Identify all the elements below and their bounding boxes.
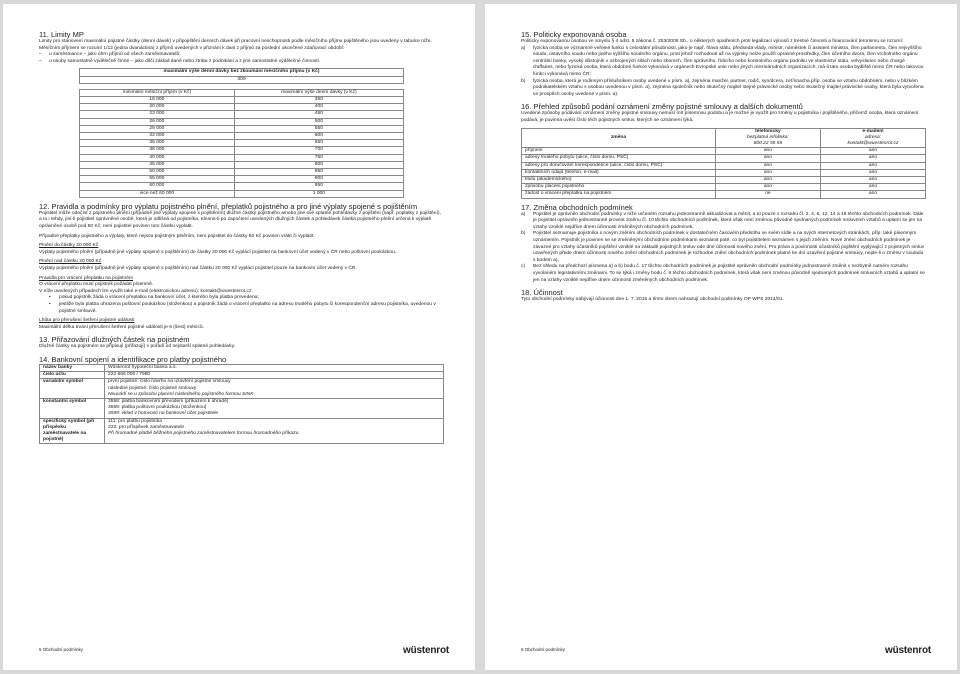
- change-table-row: [522, 155, 926, 162]
- limits-table-row: [80, 118, 404, 125]
- change-table-row: [522, 184, 926, 191]
- s12-u1: Plnění do částky 20 000 Kč: [39, 243, 99, 249]
- s12-p6: V níže uvedených případech lze využít také e-mail (elektronickou adresu): kontakt@wuestenrot.cz:: [39, 288, 253, 294]
- section-16-title: 16. Přehled způsobů podání oznámení změny pojistné smlouvy a dalších dokumentů: [521, 102, 803, 112]
- change-table-row: [522, 191, 926, 198]
- limits-income-cell: více než 60 000: [80, 190, 235, 197]
- s17-item-a: a) Pojistitel je oprávněn obchodní podmínky v níže určeném rozsahu jednostranně aktualizovat a měnit, a to pouze v rozsahu čl. 2, 4, 6, 12, 14 a 16 těchto obchodních podmínek. Dále je pojistitel oprávněn jednostranně provést změnu čl. 10 těchto obchodních podmínek, která však není změnou původně sjednaných podmínek smluvních vztahů a uplatní se jen na vztahy vzniklé nejdříve dnem účinnosti změněných obchodních podmínek.: [521, 211, 924, 230]
- s17-item-b: b) Pojistitel seznamuje pojistníka s novým zněním obchodních podmínek v dostatečném časovém předstihu ve svém sídle a na svých internetových stránkách, příp. také písemným oznámením. Pojistník je povinen se se změněnými obchodními podmínkami seznámit poté, co byl pojistitelem seznámen s jejich zněním. Nové znění obchodních podmínek je závazné pro vztahy účastníků pojištění vzniklé na základě pojistných smluv ode dne účinnosti nového znění. Pro práva a povinnosti účastníků pojištění vyplývající z pojistných smluv uzavřených přede dnem účinnosti nového znění obchodních podmínek je rozhodné znění obchodních podmínek platné ke dni uzavření pojistné smlouvy, nejde-li o změnu v souladu s bodem a).: [521, 231, 925, 263]
- s15-p1: Politicky exponovanou osobou ve smyslu § 4 odst. 5 zákona č. 253/2008 Sb., o některých opatřeních proti legalizaci výnosů z trestné činnosti a financování terorismu se rozumí:: [521, 39, 904, 44]
- limits-benefit-cell: 500: [234, 118, 403, 125]
- bank-table-value-line: 3559: platba poštovní poukázkou (složenkou): [108, 405, 207, 411]
- bank-table-row: [40, 418, 444, 444]
- s12-u2: Plnění nad částku 20 000 Kč: [39, 259, 102, 265]
- bank-table: [39, 364, 444, 444]
- limits-income-cell: 29 000: [80, 125, 235, 132]
- bank-table-value-line: 222: pro příspěvek zaměstnavatele: [108, 424, 185, 430]
- limits-col-income: minimální měsíční příjem (v Kč): [80, 89, 235, 96]
- bank-table-row: [40, 398, 444, 418]
- limits-header-table: [79, 68, 404, 83]
- limits-income-cell: 45 000: [80, 161, 235, 168]
- bank-table-row: [40, 379, 444, 399]
- limits-benefit-cell: 550: [234, 125, 403, 132]
- change-table: [521, 128, 926, 199]
- limits-benefit-cell: 650: [234, 140, 403, 147]
- limits-table-row: [80, 190, 404, 197]
- s12-p1: Pojistitel může odečíst z pojistného plnění (případně jiné výplaty spojené s pojištěním) dlužné částky pojistného a/nebo jiné své splatné pohledávky z pojištění (např. poplatky z pojištění), a to i tehdy, jiní-li pojistitel oprávněné osobě, která je odlišná od pojistníka. Klesne-li po započtení uvedených dlužných částek a pohledávek částka pojistného plnění určená k výplatě oprávněné osobě pod 50 Kč, není pojistitel povinen tuto částku vyplatit.: [39, 210, 441, 230]
- s15-item-a: a) fyzická osoba ve významné veřejné funkci s celostátní působností, jako je např. hlava státu, předseda vlády, ministr, náměstek či asistent ministra, člen parlamentu, člen nejvyššího soudu, ústavního soudu nebo jiného vyššího soudního orgánu, proti jehož rozhodnutí až na výjimky nelze použít opravné prostředky, člen účetního dvora, člen vrcholného orgánu centrální banky, vysoký důstojník v ozbrojených silách nebo sborech, člen správního, řídicího nebo kontrolního orgánu podniku ve vlastnictví státu, velvyslanec nebo chargé d'affaires, nebo fyzická osoba, která obdobné funkce vykonává v orgánech Evropské unie nebo jiných mezinárodních organizacích, má-li tato osoba bydliště mimo ČR nebo takovou funkci vykonává mimo ČR;: [521, 45, 924, 77]
- s12-p4: Výplaty pojistného plnění (případně jiné výplaty spojené s pojištěním) nad částku 20 000 Kč vyplácí pojistitel pouze na bankovní účet vedený v ČR.: [39, 265, 357, 271]
- s12-bullet-2: • jestliže byla platba uhrazena poštovní poukázkou (složenkou) a pojistník žádá o vrácení přeplatku na adresu trvalého pobytu či korespondenční adresu pojistníka, uvedenou v pojistné smlouvě.: [49, 301, 436, 314]
- s11-dash-1: – u zaměstnance – jako úhrn příjmů od všech zaměstnavatelů;: [39, 52, 181, 58]
- change-col-change: změna: [522, 128, 716, 148]
- s18-p1: Tyto obchodní podmínky nabývají účinnosti dne 1. 7. 2015 a tímto dnem nahrazují obchodní podmínky OP WPS 2014/01.: [521, 297, 784, 303]
- bank-table-key: číslo účtu: [40, 372, 105, 379]
- limits-income-cell: 38 000: [80, 147, 235, 154]
- bank-table-value: [105, 418, 444, 444]
- limits-income-cell: 55 000: [80, 176, 235, 183]
- limits-income-cell: 15 000: [80, 96, 235, 103]
- s12-p5: O vrácení přeplatku musí pojistník požádat písemně.: [39, 282, 154, 288]
- limits-table-row: [80, 125, 404, 132]
- bank-table-key: specifický symbol (při příspěvku zaměstnavatele na pojistné): [40, 418, 105, 444]
- bank-table-value: [105, 398, 444, 418]
- page-left: [3, 4, 475, 670]
- limits-benefit-cell: 450: [234, 111, 403, 118]
- limits-benefit-cell: 700: [234, 147, 403, 154]
- section-12-title: 12. Pravidla a podmínky pro výplatu pojistného plnění, přeplatků pojistného a pro jiné výplaty spojené s pojištěním: [39, 201, 418, 211]
- s13-p1: Dlužné částky na pojistném se připisují (přiřazují) v pořadí od nejstarší splatné pohledávky.: [39, 344, 236, 350]
- change-phone-cell: ano: [715, 155, 820, 162]
- bank-table-key: název banky: [40, 364, 105, 371]
- limits-table-row: [80, 169, 404, 176]
- s12-u4: Lhůta pro přerušení šetření pojistné události: [39, 318, 135, 324]
- limits-income-cell: 60 000: [80, 183, 235, 190]
- limits-table-row: [80, 176, 404, 183]
- change-phone-cell: ano: [715, 148, 820, 155]
- s12-p7: Maximální délka trvání přerušení šetření pojistné události je 6 (šest) měsíců.: [39, 324, 204, 330]
- limits-table-row: [80, 140, 404, 147]
- bank-table-key: variabilní symbol: [40, 379, 105, 399]
- change-phone-cell: ne: [715, 191, 820, 198]
- limits-table-row: [80, 96, 404, 103]
- footer-left: 5 Obchodní podmínky: [39, 647, 84, 652]
- change-table-row: [522, 169, 926, 176]
- change-item-cell: žádost o vrácení přeplatku na pojistném: [522, 191, 716, 198]
- s12-p2: Případné přeplatky pojistného a výplaty, které nejsou pojistným plněním, není pojistitel do částky 50 Kč povinen vrátit či vyplatit.: [39, 233, 315, 239]
- change-item-cell: adresy trvalého pobytu (ulice, číslo domu, PSČ): [522, 155, 716, 162]
- limits-income-cell: 50 000: [80, 169, 235, 176]
- limits-benefit-cell: 600: [234, 133, 403, 140]
- section-18-title: 18. Účinnost: [521, 288, 563, 298]
- limits-table-row: [80, 147, 404, 154]
- change-item-cell: adresy pro doručování korespondence (ulice, číslo domu, PSČ): [522, 162, 716, 169]
- bank-table-value-line: Neuvádí se u způsobu placení následného pojistného formou SINK.: [108, 391, 255, 397]
- bank-table-value: [105, 372, 444, 379]
- limits-table-row: [80, 111, 404, 118]
- limits-table-row: [80, 161, 404, 168]
- change-phone-cell: ano: [715, 176, 820, 183]
- change-table-row: [522, 162, 926, 169]
- change-email-cell: ano: [820, 184, 925, 191]
- bank-table-row: [40, 372, 444, 379]
- limits-table-title: maximální výše denní dávky bez zkoumání měsíčního příjmu (v Kč): [80, 69, 404, 76]
- change-email-cell: ano: [820, 191, 925, 198]
- limits-table-row: [80, 104, 404, 111]
- limits-benefit-cell: 950: [234, 183, 403, 190]
- limits-income-cell: 40 000: [80, 154, 235, 161]
- change-email-cell: ano: [820, 155, 925, 162]
- change-col-email: e-mailem adresa: kontakt@wuestenrot.cz: [820, 128, 925, 148]
- s15-item-b: b) fyzická osoba, která je rodinným příslušníkem osoby uvedené v písm. a), zejména manžel, partner, rodič, syn/dcera, zeť/snacha příp. osoba ve vztahu obdobném, nebo v blízkém podnikatelském vztahu s osobou uvedenou v písm. a), zejména společník nebo skutečný majitel stejné právnické osoby nebo skutečný majitel právnické osoby, která byla vytvořena ve prospěch osoby uvedené v písm. a).: [521, 78, 924, 97]
- change-item-cell: příjmení: [522, 148, 716, 155]
- change-item-cell: kontaktních údajů (telefon, e-mail): [522, 169, 716, 176]
- change-item-cell: způsobu placení pojistného: [522, 184, 716, 191]
- bank-table-row: [40, 364, 444, 371]
- change-email-cell: ano: [820, 148, 925, 155]
- s17-item-c: c) Bez ohledu na předchozí písmena a) a b) bodu č. 17 těchto obchodních podmínek je pojistitel oprávněn obchodní podmínky jednostranně změnit v nezbytně nutném rozsahu vyvolaném legislativními změnami. To se týká i změny bodu č. 8 těchto obchodních podmínek, která však není změnou původně sjednaných podmínek smluvních vztahů a uplatní se jen na vztahy vzniklé nejdříve dnem účinnosti změněných obchodních podmínek.: [521, 264, 925, 283]
- bank-table-value-line: Při hromadné platbě běžného pojistného zaměstnavatelem formou hromadného příkazu.: [108, 430, 300, 436]
- limits-table-row: [80, 133, 404, 140]
- change-col-phone: telefonicky bezplatná infolinka: 800 22 55 55: [715, 128, 820, 148]
- limits-income-cell: 26 000: [80, 118, 235, 125]
- limits-benefit-cell: 850: [234, 169, 403, 176]
- bank-table-value-line: 222 666 000 / 7980: [108, 372, 151, 378]
- change-email-cell: ano: [820, 162, 925, 169]
- page-right: [485, 4, 957, 670]
- change-item-cell: titulu (akademického): [522, 176, 716, 183]
- bank-table-value-line: 3559: vklad v hotovosti na bankovní účet pojistitele: [108, 411, 219, 417]
- limits-table: [79, 89, 404, 198]
- bank-table-value: [105, 364, 444, 371]
- wuestenrot-logo-left: wüstenrot: [403, 645, 449, 656]
- limits-income-cell: 35 000: [80, 140, 235, 147]
- s16-p1: Uvedené způsoby podávání oznámení změny pojistné smlouvy nemusí mít písemnou podobu a je možné je využít pro změny u pojistníka i pojištěného, přičemž osoba, která oznámení podává, je povinna uvést číslo těch pojistných smluv, kterých se oznámení týká.: [521, 111, 919, 123]
- limits-benefit-cell: 800: [234, 161, 403, 168]
- limits-table-title-value: 300: [80, 76, 404, 83]
- limits-col-benefit: maximální výše denní dávky (v Kč): [234, 89, 403, 96]
- change-email-cell: ano: [820, 169, 925, 176]
- limits-table-row: [80, 183, 404, 190]
- section-11-title: 11. Limity MP: [39, 30, 84, 39]
- section-13-title: 13. Přiřazování dlužných částek na pojistném: [39, 335, 190, 345]
- limits-benefit-cell: 1 000: [234, 190, 403, 197]
- s11-dash-2: – u osoby samostatně výdělečně činné – jako dílčí základ daně nebo ztráta z podnikání a z jiné samostatné výdělečné činnosti.: [39, 58, 321, 64]
- limits-benefit-cell: 750: [234, 154, 403, 161]
- bank-table-value-line: první pojistné: číslo návrhu na uzavření pojistné smlouvy: [108, 379, 231, 385]
- limits-income-cell: 23 000: [80, 111, 235, 118]
- change-phone-cell: ano: [715, 162, 820, 169]
- limits-table-row: [80, 154, 404, 161]
- section-15-title: 15. Politicky exponovaná osoba: [521, 30, 627, 39]
- section-14-title: 14. Bankovní spojení a identifikace pro platby pojistného: [39, 354, 227, 364]
- bank-table-key: konstantní symbol: [40, 398, 105, 418]
- s12-bullet-1: • pokud pojistník žádá o vrácení přeplatku na bankovní účet, z kterého byla platba provedena;: [49, 295, 259, 301]
- change-phone-cell: ano: [715, 184, 820, 191]
- s12-u3: Pravidla pro vrácení přeplatku na pojistném: [39, 275, 134, 281]
- wuestenrot-logo-right: wüstenrot: [885, 645, 931, 656]
- change-phone-cell: ano: [715, 169, 820, 176]
- bank-table-value-line: 3558: platba bankovním převodem (příkazem k úhradě): [108, 398, 229, 404]
- section-17-title: 17. Změna obchodních podmínek: [521, 202, 633, 212]
- bank-table-value: [105, 379, 444, 399]
- bank-table-value-line: Wüstenrot hypoteční banka a.s.: [108, 364, 177, 370]
- change-email-cell: ano: [820, 176, 925, 183]
- s12-p3: Výplaty pojistného plnění (případně jiné výplaty spojené s pojištěním) do částky 20 000 Kč vyplácí pojistitel na bankovní účet vedený v ČR nebo poštovní poukázkou.: [39, 249, 397, 255]
- limits-benefit-cell: 350: [234, 96, 403, 103]
- page-left-content: [39, 30, 444, 444]
- page-right-content: [521, 30, 926, 304]
- bank-table-value-line: 111: pro platbu pojistníka: [108, 418, 162, 424]
- bank-table-value-line: následné pojistné: číslo pojistné smlouvy: [108, 385, 197, 391]
- footer-right: 6 Obchodní podmínky: [521, 647, 566, 652]
- change-table-row: [522, 148, 926, 155]
- limits-income-cell: 20 000: [80, 104, 235, 111]
- limits-benefit-cell: 900: [234, 176, 403, 183]
- s11-p2: Měsíčním příjmem se rozumí 1/12 (jedna dvanáctina) z příjmů uvedených v přiznání k dani z příjmů za poslední ukončené zdaňovací období:: [39, 45, 345, 51]
- s11-p1: Limity pro stanovení maximální pojistné částky (denní dávek) v připojištění denních dávek při pracovní neschopnosti podle měsíčního příjmu pojištěného jsou uvedeny v tabulce níže.: [39, 39, 432, 44]
- limits-benefit-cell: 400: [234, 104, 403, 111]
- limits-income-cell: 32 000: [80, 133, 235, 140]
- change-table-row: [522, 176, 926, 183]
